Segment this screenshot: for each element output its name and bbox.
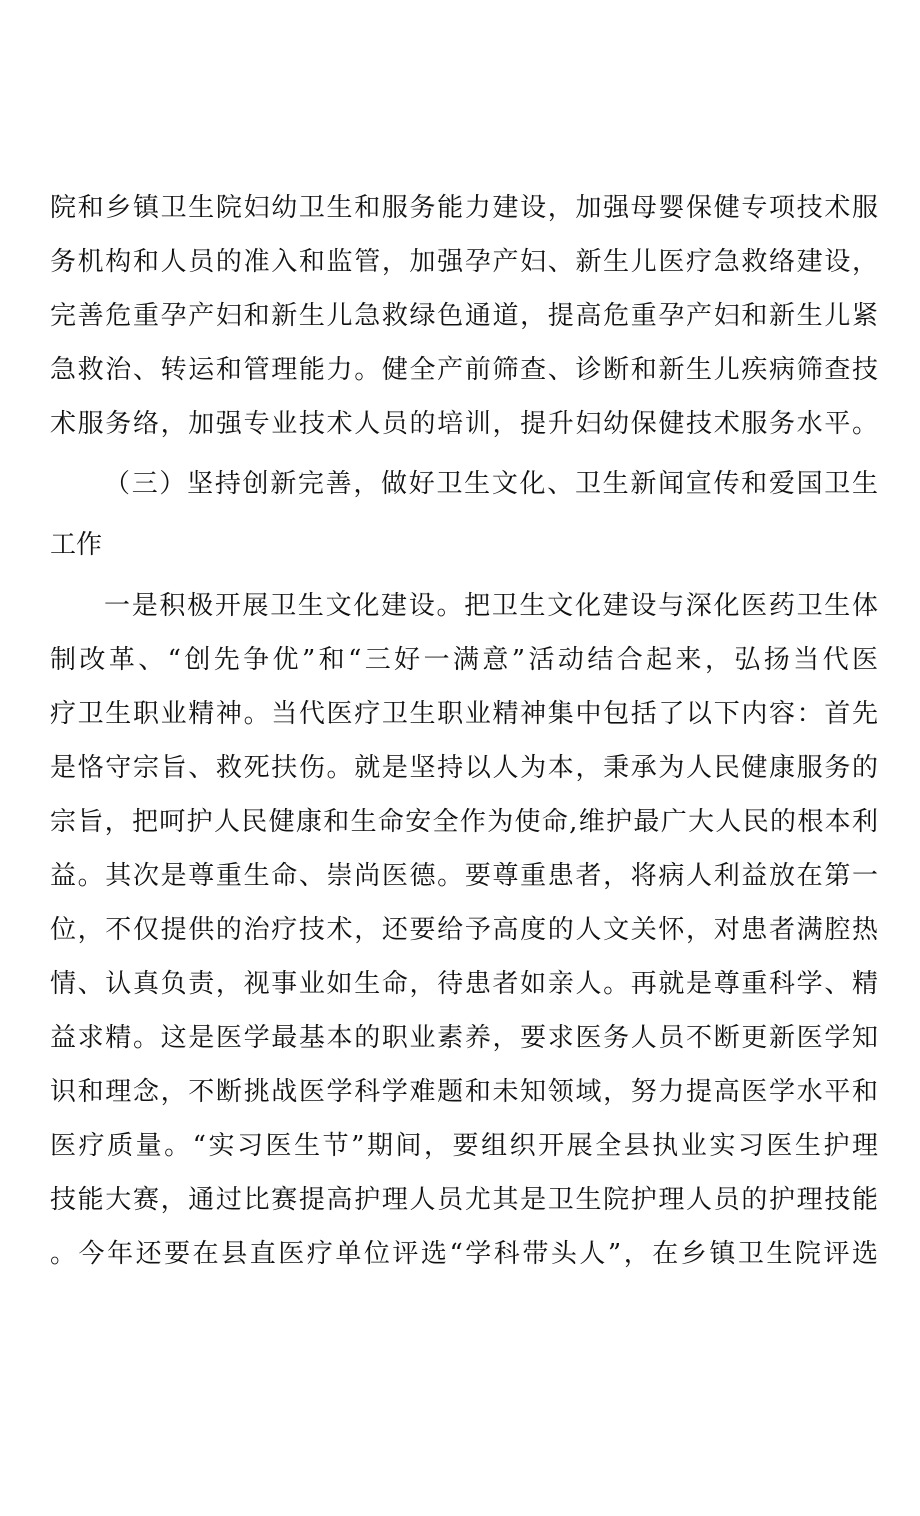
paragraph-2-line-7: 位，不仅提供的治疗技术，还要给予高度的人文关怀，对患者满腔热: [50, 915, 878, 945]
paragraph-2-line-5: 宗旨，把呵护人民健康和生命安全作为使命,维护最广大人民的根本利: [50, 807, 878, 837]
paragraph-2-line-3: 疗卫生职业精神。当代医疗卫生职业精神集中包括了以下内容：首先: [50, 699, 878, 729]
paragraph-2-line-2: 制改革、“创先争优”和“三好一满意”活动结合起来，弘扬当代医: [50, 645, 878, 675]
paragraph-2-line-10: 识和理念，不断挑战医学科学难题和未知领域，努力提高医学水平和: [50, 1077, 878, 1107]
paragraph-1-line-2: 务机构和人员的准入和监管，加强孕产妇、新生儿医疗急救络建设，: [50, 247, 878, 277]
paragraph-2-line-6: 益。其次是尊重生命、崇尚医德。要尊重患者，将病人利益放在第一: [50, 861, 878, 891]
section-heading-line-2: 工作: [50, 530, 103, 560]
paragraph-1-line-1: 院和乡镇卫生院妇幼卫生和服务能力建设，加强母婴保健专项技术服: [50, 193, 878, 223]
section-heading-line-1: （三）坚持创新完善，做好卫生文化、卫生新闻宣传和爱国卫生: [104, 469, 878, 499]
paragraph-1-line-5: 术服务络，加强专业技术人员的培训，提升妇幼保健技术服务水平。: [50, 409, 878, 439]
paragraph-2-line-1: 一是积极开展卫生文化建设。把卫生文化建设与深化医药卫生体: [104, 591, 878, 621]
paragraph-2-line-4: 是恪守宗旨、救死扶伤。就是坚持以人为本，秉承为人民健康服务的: [50, 753, 878, 783]
paragraph-1-line-3: 完善危重孕产妇和新生儿急救绿色通道，提高危重孕产妇和新生儿紧: [50, 301, 878, 331]
paragraph-2-line-11: 医疗质量。“实习医生节”期间，要组织开展全县执业实习医生护理: [50, 1131, 878, 1161]
paragraph-2-line-13: 。今年还要在县直医疗单位评选“学科带头人”，在乡镇卫生院评选: [50, 1239, 878, 1269]
paragraph-2-line-8: 情、认真负责，视事业如生命，待患者如亲人。再就是尊重科学、精: [50, 969, 878, 999]
paragraph-2-line-12: 技能大赛，通过比赛提高护理人员尤其是卫生院护理人员的护理技能: [50, 1185, 878, 1215]
paragraph-1-line-4: 急救治、转运和管理能力。健全产前筛查、诊断和新生儿疾病筛查技: [50, 355, 878, 385]
paragraph-2-line-9: 益求精。这是医学最基本的职业素养，要求医务人员不断更新医学知: [50, 1023, 878, 1053]
